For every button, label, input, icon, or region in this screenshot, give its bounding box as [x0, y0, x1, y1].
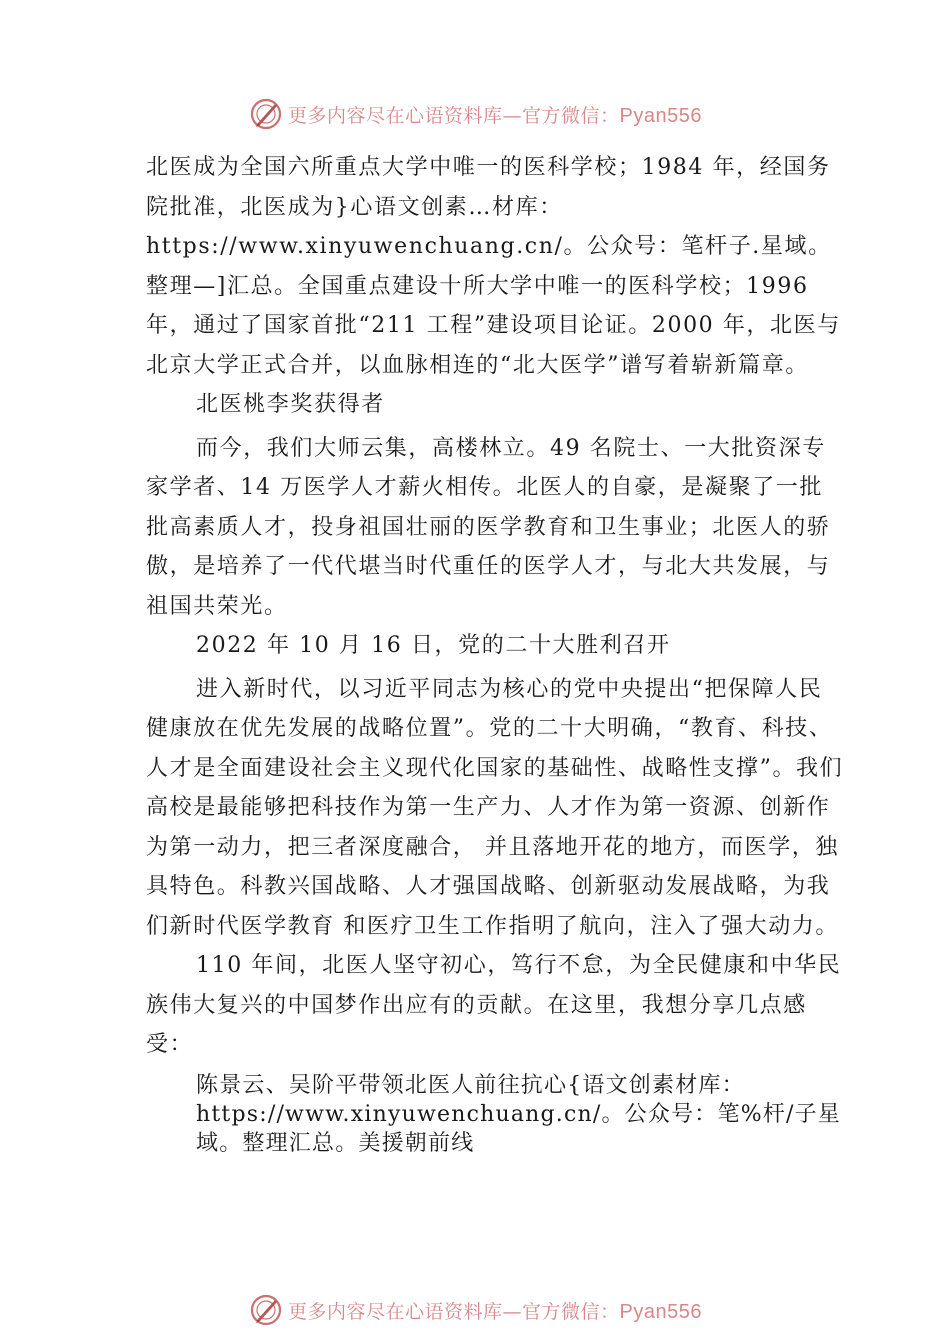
section-heading-award: 北医桃李奖获得者: [196, 392, 385, 417]
section-heading-congress: 2022 年 10 月 16 日，党的二十大胜利召开: [196, 633, 671, 658]
pen-logo-icon: [248, 96, 284, 132]
paragraph-110-years: 110 年间，北医人坚守初心，笃行不怠，为全民健康和中华民族伟大复兴的中国梦作出应有的贡献。在这里，我想分享几点感受：: [146, 953, 842, 1057]
paragraph-new-era: 进入新时代，以习近平同志为核心的党中央提出“把保障人民健康放在优先发展的战略位置”。党的二十大明确，“教育、科技、人才是全面建设社会主义现代化国家的基础性、战略性支撑”。我们高校是最能够把科技作为第一生产力、人才作为第一资源、创新作为第一动力，把三者深度融合， 并且落地开花的地方，而医学，独具特色。科教兴国战略、人才强国战略、创新驱动发展战略，为我们新时代医学教育 和医疗卫生工作指明了航向，注入了强大动力。: [146, 676, 844, 939]
wechat-id: Pyan556: [619, 1300, 702, 1323]
paragraph-history: 北医成为全国六所重点大学中唯一的医科学校；1984 年，经国务院批准，北医成为}心语文创素…材库：https://www.xinyuwenchuang.cn/。公众号：笔杆子.星域。整理—]汇总。全国重点建设十所大学中唯一的医科学校；1996 年，通过了国家首批“211 工程”建设项目论证。2000 年，北医与北京大学正式合并，以血脉相连的“北大医学”谱写着崭新篇章。: [146, 155, 841, 378]
paragraph-talents: 而今，我们大师云集，高楼林立。49 名院士、一大批资深专家学者、14 万医学人才薪火相传。北医人的自豪，是凝聚了一批批高素质人才，投身祖国壮丽的医学教育和卫生事业；北医人的骄傲，是培养了一代代堪当时代重任的医学人才，与北大共发展，与祖国共荣光。: [146, 435, 831, 619]
paragraph-korea-war: 陈景云、吴阶平带领北医人前往抗心{语文创素材库：https://www.xinyuwenchuang.cn/。公众号：笔%杆/子星域。整理汇总。美援朝前线: [196, 1072, 842, 1156]
wechat-id: Pyan556: [619, 104, 702, 127]
pen-logo-icon: [248, 1292, 284, 1328]
document-body: [146, 148, 846, 1158]
banner-text: 更多内容尽在心语资料库—官方微信：Pyan556: [288, 104, 702, 127]
header-banner: [0, 94, 950, 134]
footer-banner: [0, 1290, 950, 1330]
banner-text: 更多内容尽在心语资料库—官方微信：Pyan556: [288, 1300, 702, 1323]
